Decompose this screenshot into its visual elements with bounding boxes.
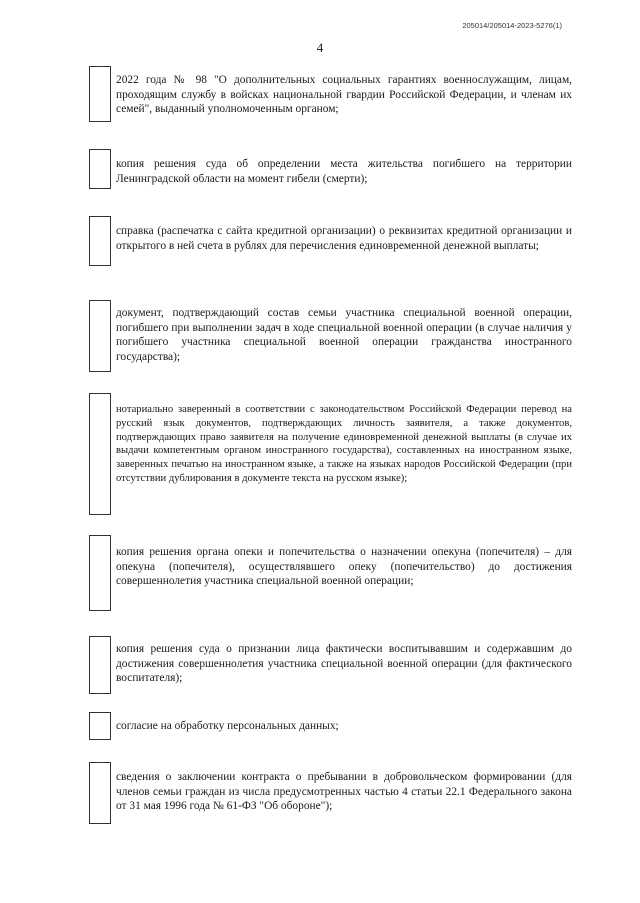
list-item-text: копия решения суда об определении места жительства погибшего на территории Ленинградской области на момент гибели (смерти); bbox=[116, 158, 572, 185]
list-item-text: справка (распечатка с сайта кредитной организации) о реквизитах кредитной организации и открытого в ней счета в рублях для перечисления единовременной денежной выплаты; bbox=[116, 225, 572, 252]
checkbox[interactable] bbox=[89, 712, 111, 740]
list-item-text: сведения о заключении контракта о пребывании в добровольческом формировании (для членов семьи граждан из числа предусмотренных частью 4 статьи 22.1 Федерального закона от 31 мая 1996 года № 61-ФЗ "Об обороне"); bbox=[116, 771, 572, 813]
checkbox[interactable] bbox=[89, 535, 111, 611]
list-item-text: 2022 года № 98 "О дополнительных социальных гарантиях военнослужащим, лицам, проходящим службу в войсках национальной гвардии Российской Федерации, и членам их семей", выданный уполномоченным органом; bbox=[116, 74, 572, 116]
checkbox[interactable] bbox=[89, 393, 111, 515]
list-item-text: согласие на обработку персональных данных; bbox=[116, 720, 339, 732]
list-item-text: копия решения суда о признании лица фактически воспитывавшим и содержавшим до достижения совершеннолетия участника специальной военной операции (для фактического воспитателя); bbox=[116, 643, 572, 685]
document-id: 205014/205014-2023-5276(1) bbox=[462, 21, 562, 30]
checkbox[interactable] bbox=[89, 762, 111, 824]
checkbox[interactable] bbox=[89, 300, 111, 372]
checkbox[interactable] bbox=[89, 636, 111, 694]
checkbox[interactable] bbox=[89, 66, 111, 122]
list-item-text: копия решения органа опеки и попечительства о назначении опекуна (попечителя) – для опекуна (попечителя), осуществлявшего опеку (попечительство) до достижения совершеннолетия участника специальной военной операции; bbox=[116, 546, 572, 588]
list-item-text: нотариально заверенный в соответствии с законодательством Российской Федерации перевод на русский язык документов, подтверждающих личность заявителя, а также документов, подтверждающих право заявителя на получение единовременной денежной выплаты (в случае их выдачи компетентным органом иностранного государства), составленных на иностранном языке, заверенных печатью на иностранном языке, а также на языках народов Российской Федерации (при отсутствии дублирования в документе текста на русском языке); bbox=[116, 404, 572, 484]
page-number: 4 bbox=[316, 40, 324, 55]
checkbox[interactable] bbox=[89, 149, 111, 189]
list-item-text: документ, подтверждающий состав семьи участника специальной военной операции, погибшего при выполнении задач в ходе специальной военной операции (в случае наличия у погибшего участника специальной военной операции гражданства иностранного государства); bbox=[116, 307, 572, 363]
checkbox[interactable] bbox=[89, 216, 111, 266]
